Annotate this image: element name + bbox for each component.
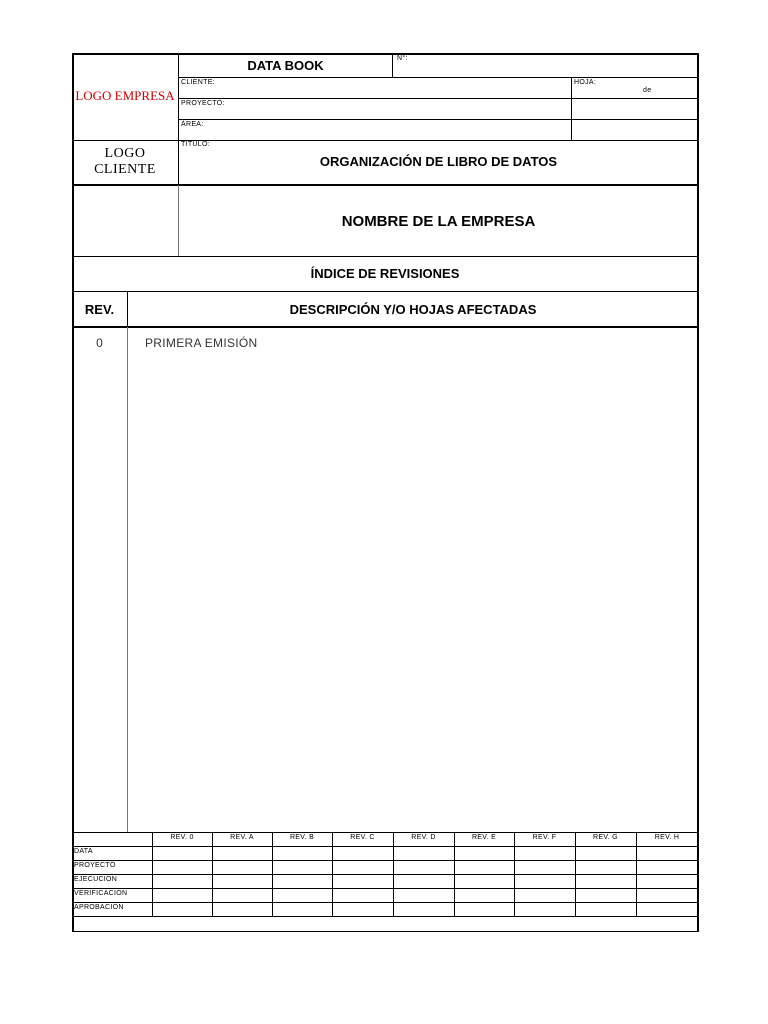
revisions-index-title: ÍNDICE DE REVISIONES xyxy=(310,266,460,281)
logo-cliente-line1: LOGO xyxy=(104,146,146,161)
hoja-label: HOJA: xyxy=(574,79,597,86)
approval-col-rev-0: REV. 0 xyxy=(170,834,194,841)
area-label: ÁREA: xyxy=(181,121,204,128)
titulo-label: TITULO: xyxy=(181,141,210,148)
col-rev-header: REV. xyxy=(84,302,115,317)
approval-col-rev-h: REV. H xyxy=(654,834,680,841)
approval-row-proyecto: PROYECTÓ xyxy=(74,862,116,869)
col-desc-header: DESCRIPCIÓN Y/O HOJAS AFECTADAS xyxy=(289,302,537,317)
titulo-value: ORGANIZACIÓN DE LIBRO DE DATOS xyxy=(319,154,558,169)
approval-col-rev-e: REV. E xyxy=(471,834,497,841)
numero-label: N°: xyxy=(397,55,408,62)
hoja-de: de xyxy=(643,87,652,94)
cliente-label: CLIENTE: xyxy=(181,79,215,86)
approval-col-rev-f: REV. F xyxy=(532,834,557,841)
approval-col-rev-g: REV. G xyxy=(593,834,618,841)
approval-row-aprobacion: APROBACIÓN xyxy=(74,904,124,911)
approval-col-rev-c: REV. C xyxy=(350,834,375,841)
revision-row-desc: PRIMERA EMISIÓN xyxy=(145,336,258,350)
approval-row-verificacion: VERIFICACIÓN xyxy=(74,890,128,897)
logo-empresa: LOGO EMPRESA xyxy=(75,88,175,103)
approval-col-rev-b: REV. B xyxy=(289,834,315,841)
company-name: NOMBRE DE LA EMPRESA xyxy=(341,213,536,230)
approval-row-ejecucion: EJECUCIÓN xyxy=(74,876,118,883)
approval-row-data: DATA xyxy=(74,848,93,855)
logo-cliente xyxy=(72,146,178,178)
logo-cliente-line2: CLIENTE xyxy=(94,162,156,177)
approval-col-rev-d: REV. D xyxy=(411,834,436,841)
revision-row-rev: 0 xyxy=(96,336,103,350)
data-book-title: DATA BOOK xyxy=(247,58,324,73)
proyecto-label: PROYECTO: xyxy=(181,100,225,107)
approval-col-rev-a: REV. A xyxy=(230,834,254,841)
